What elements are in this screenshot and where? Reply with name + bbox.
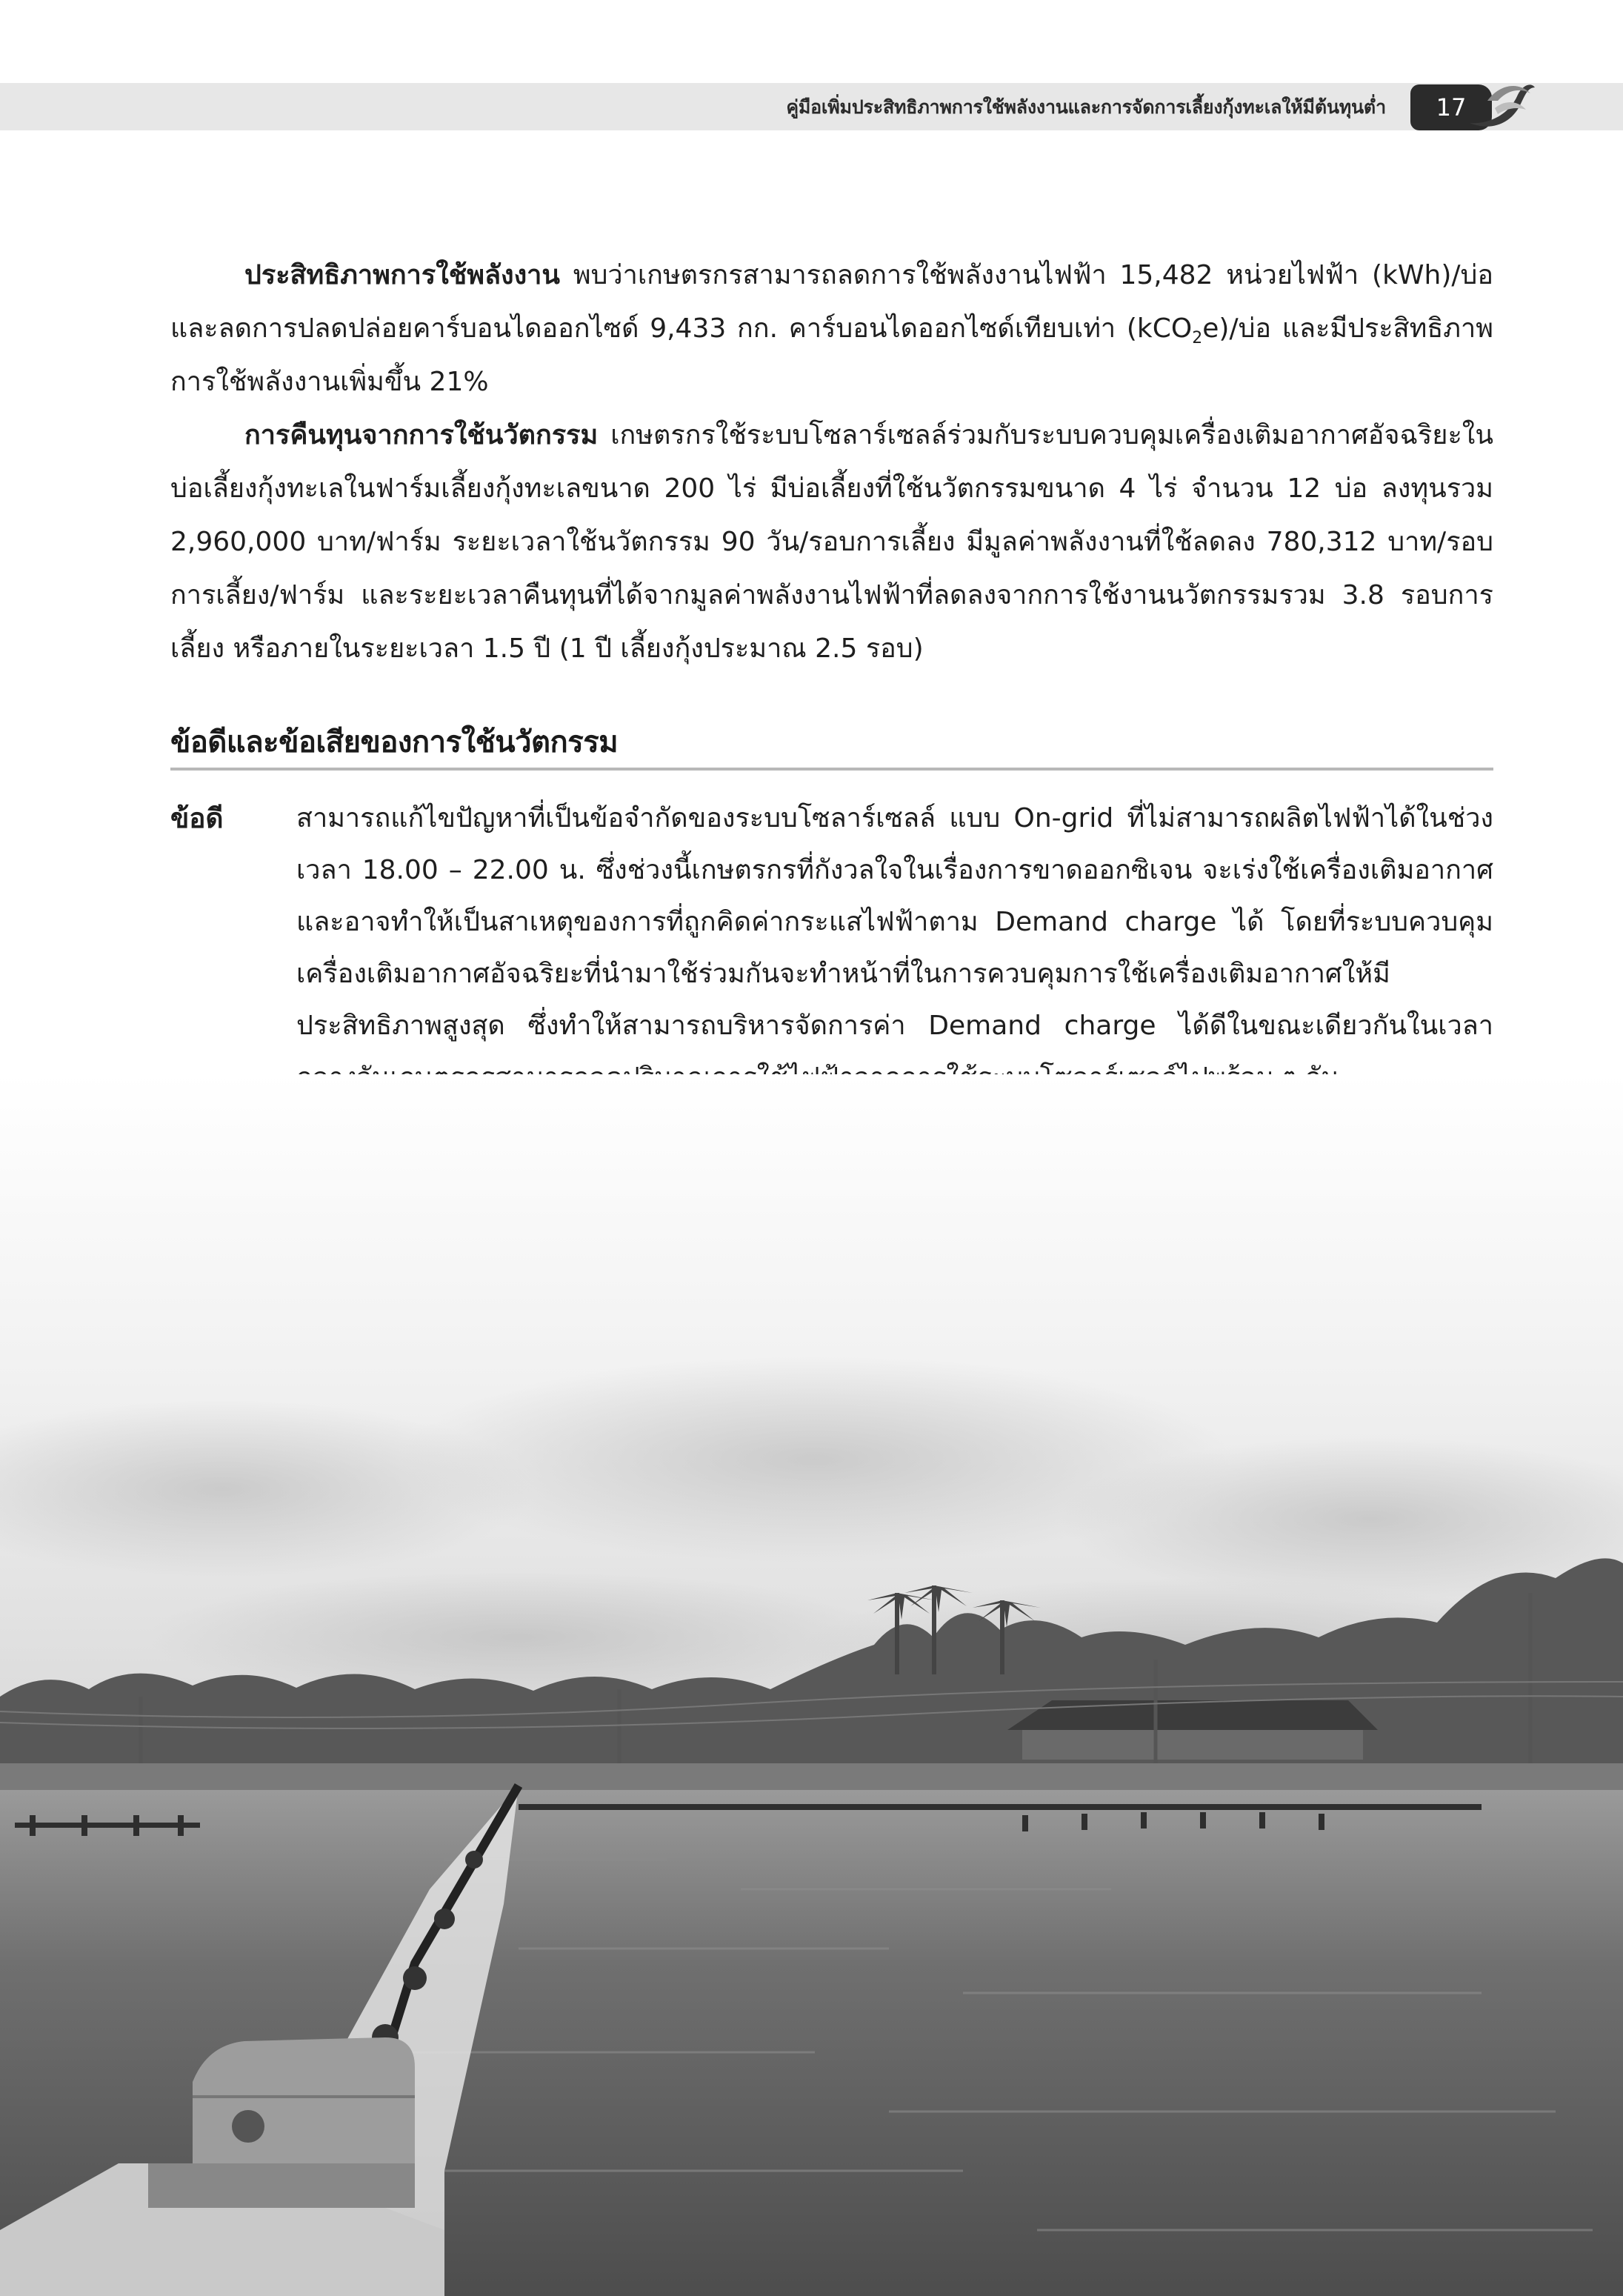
energy-efficiency-text-2: e)/บ่อ และมีประสิทธิภาพการใช้พลังงานเพิ่มขึ้น 21% — [170, 313, 1493, 397]
payback-heading: การคืนทุนจากการใช้นวัตกรรม — [244, 420, 599, 450]
payback-paragraph — [170, 409, 1493, 676]
running-header-title: คู่มือเพิ่มประสิทธิภาพการใช้พลังงานและการจัดการเลี้ยงกุ้งทะเลให้มีต้นทุนต่ำ — [786, 96, 1386, 118]
page-number: 17 — [1436, 93, 1467, 122]
shrimp-pond-aerator-photo — [0, 1074, 1623, 2296]
advantages-label: ข้อดี — [170, 802, 224, 834]
wave-logo-icon — [1465, 71, 1536, 136]
section-title: ข้อดีและข้อเสียของการใช้นวัตกรรม — [170, 725, 619, 759]
payback-text: เกษตรกรใช้ระบบโซลาร์เซลล์ร่วมกับระบบควบคุมเครื่องเติมอากาศอัจฉริยะในบ่อเลี้ยงกุ้งทะเลในฟาร์มเลี้ยงกุ้งทะเลขนาด 200 ไร่ มีบ่อเลี้ยงที่ใช้นวัตกรรมขนาด 4 ไร่ จำนวน 12 บ่อ ลงทุนรวม 2,960,000 บาท/ฟาร์ม ระยะเวลาใช้นวัตกรรม 90 วัน/รอบการเลี้ยง มีมูลค่าพลังงานที่ใช้ลดลง 780,312 บาท/รอบการเลี้ยง/ฟาร์ม และระยะเวลาคืนทุนที่ได้จากมูลค่าพลังงานไฟฟ้าที่ลดลงจากการใช้งานนวัตกรรมรวม 3.8 รอบการเลี้ยง หรือภายในระยะเวลา 1.5 ปี (1 ปี เลี้ยงกุ้งประมาณ 2.5 รอบ) — [170, 420, 1493, 664]
section-heading — [170, 717, 1493, 771]
energy-efficiency-heading: ประสิทธิภาพการใช้พลังงาน — [244, 260, 561, 290]
advantages-text: สามารถแก้ไขปัญหาที่เป็นข้อจำกัดของระบบโซลาร์เซลล์ แบบ On-grid ที่ไม่สามารถผลิตไฟฟ้าได้ในช่วงเวลา 18.00 – 22.00 น. ซึ่งช่วงนี้เกษตรกรที่กังวลใจในเรื่องการขาดออกซิเจน จะเร่งใช้เครื่องเติมอากาศ และอาจทำให้เป็นสาเหตุของการที่ถูกคิดค่ากระแสไฟฟ้าตาม Demand charge ได้ โดยที่ระบบควบคุมเครื่องเติมอากาศอัจฉริยะที่นำมาใช้ร่วมกันจะทำหน้าที่ในการควบคุมการใช้เครื่องเติมอากาศให้มีประสิทธิภาพสูงสุด ซึ่งทำให้สามารถบริหารจัดการค่า Demand charge ได้ดีในขณะเดียวกันในเวลา — [296, 803, 1493, 1041]
energy-efficiency-paragraph — [170, 249, 1493, 409]
body-text — [170, 249, 1493, 676]
co2-subscript: 2 — [1192, 329, 1203, 348]
energy-efficiency-text-1: พบว่าเกษตรกรสามารถลดการใช้พลังงานไฟฟ้า 15,482 หน่วยไฟฟ้า (kWh)/บ่อ และลดการปลดปล่อยคาร์บอนไดออกไซด์ 9,433 กก. คาร์บอนไดออกไซด์เทียบเท่า (kCO — [170, 260, 1493, 344]
